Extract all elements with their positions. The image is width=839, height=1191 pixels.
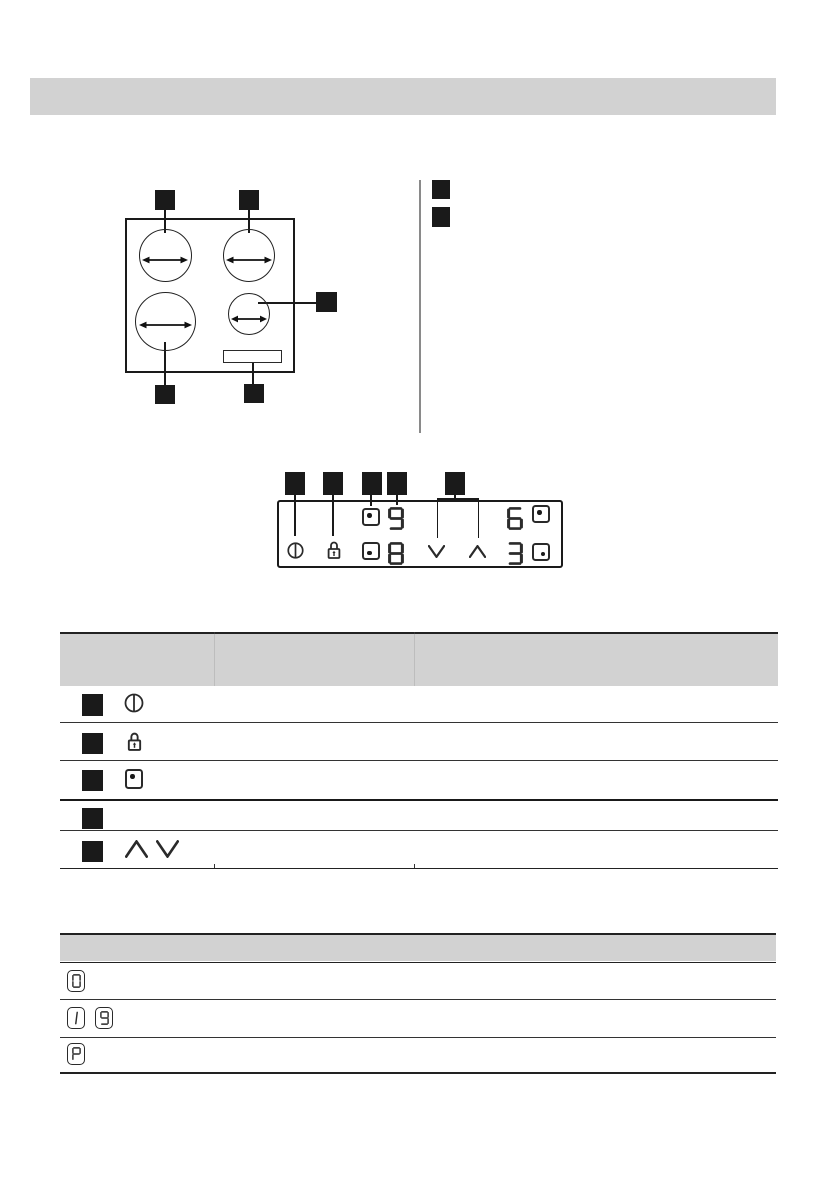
- badge-digit: [72, 1011, 81, 1025]
- heat-setting-badge: [95, 1007, 113, 1029]
- row-separator: [60, 760, 778, 761]
- table-header-row: [60, 935, 776, 961]
- legend-square-1: [432, 180, 450, 199]
- column-divider-line: [419, 180, 421, 433]
- heat-setting-badge: [67, 1043, 85, 1065]
- display-digit-lower-right: [507, 542, 523, 565]
- heat-setting-badge: [67, 970, 85, 992]
- row-number-square: [82, 841, 103, 862]
- badge-digit: [72, 1047, 81, 1061]
- zone-diameter-arrow: [226, 255, 272, 265]
- zone-diameter-arrow: [142, 255, 188, 265]
- chevron-down-icon: [156, 840, 179, 858]
- zone-indicator-icon: [532, 543, 550, 561]
- header-separator: [60, 962, 776, 964]
- column-divider: [214, 634, 215, 686]
- panel-callout-square-5: [445, 472, 465, 495]
- display-digit-upper-right: [507, 507, 523, 530]
- power-icon: [124, 693, 144, 713]
- display-digit-upper-left: [388, 507, 404, 530]
- row-separator: [60, 999, 776, 1000]
- badge-digit: [100, 1011, 109, 1025]
- chevron-down-icon: [428, 545, 445, 558]
- panel-callout-square-2: [323, 472, 343, 495]
- lock-icon: [326, 540, 342, 560]
- zone-diameter-arrow: [139, 320, 192, 330]
- heat-setting-badge: [67, 1007, 85, 1029]
- badge-digit: [72, 974, 81, 988]
- column-divider: [414, 634, 415, 686]
- chevron-up-icon: [469, 545, 486, 558]
- zone-indicator-icon: [362, 542, 380, 560]
- power-icon: [287, 542, 304, 559]
- callout-square-4: [155, 385, 175, 404]
- zone-indicator-icon: [125, 769, 143, 789]
- column-tick: [414, 864, 415, 868]
- callout-square-2: [239, 190, 259, 210]
- table-border: [60, 1072, 776, 1074]
- row-number-square: [82, 808, 103, 829]
- hob-control-panel-strip: [223, 350, 282, 363]
- zone-indicator-icon: [362, 508, 380, 526]
- row-number-square: [82, 770, 103, 791]
- chevron-up-icon: [125, 840, 148, 858]
- panel-callout-square-1: [285, 472, 305, 495]
- row-separator: [60, 1037, 776, 1038]
- row-separator-thick: [60, 799, 778, 802]
- panel-callout-square-4: [387, 472, 407, 495]
- row-number-square: [82, 694, 103, 716]
- column-tick: [214, 864, 215, 868]
- zone-diameter-arrow: [231, 314, 267, 324]
- table-header-row: [60, 634, 778, 686]
- row-number-square: [82, 733, 103, 754]
- callout-square-1: [155, 190, 175, 210]
- row-separator: [60, 830, 778, 831]
- zone-indicator-icon: [532, 505, 550, 523]
- callout-square-3: [316, 292, 337, 312]
- row-separator: [60, 722, 778, 723]
- callout-square-5: [244, 384, 264, 403]
- section-title-bar: [30, 78, 776, 115]
- legend-square-2: [432, 207, 450, 227]
- panel-callout-square-3: [362, 472, 382, 495]
- display-digit-lower-left: [388, 542, 404, 565]
- table-border: [60, 868, 778, 870]
- lock-icon: [126, 731, 143, 752]
